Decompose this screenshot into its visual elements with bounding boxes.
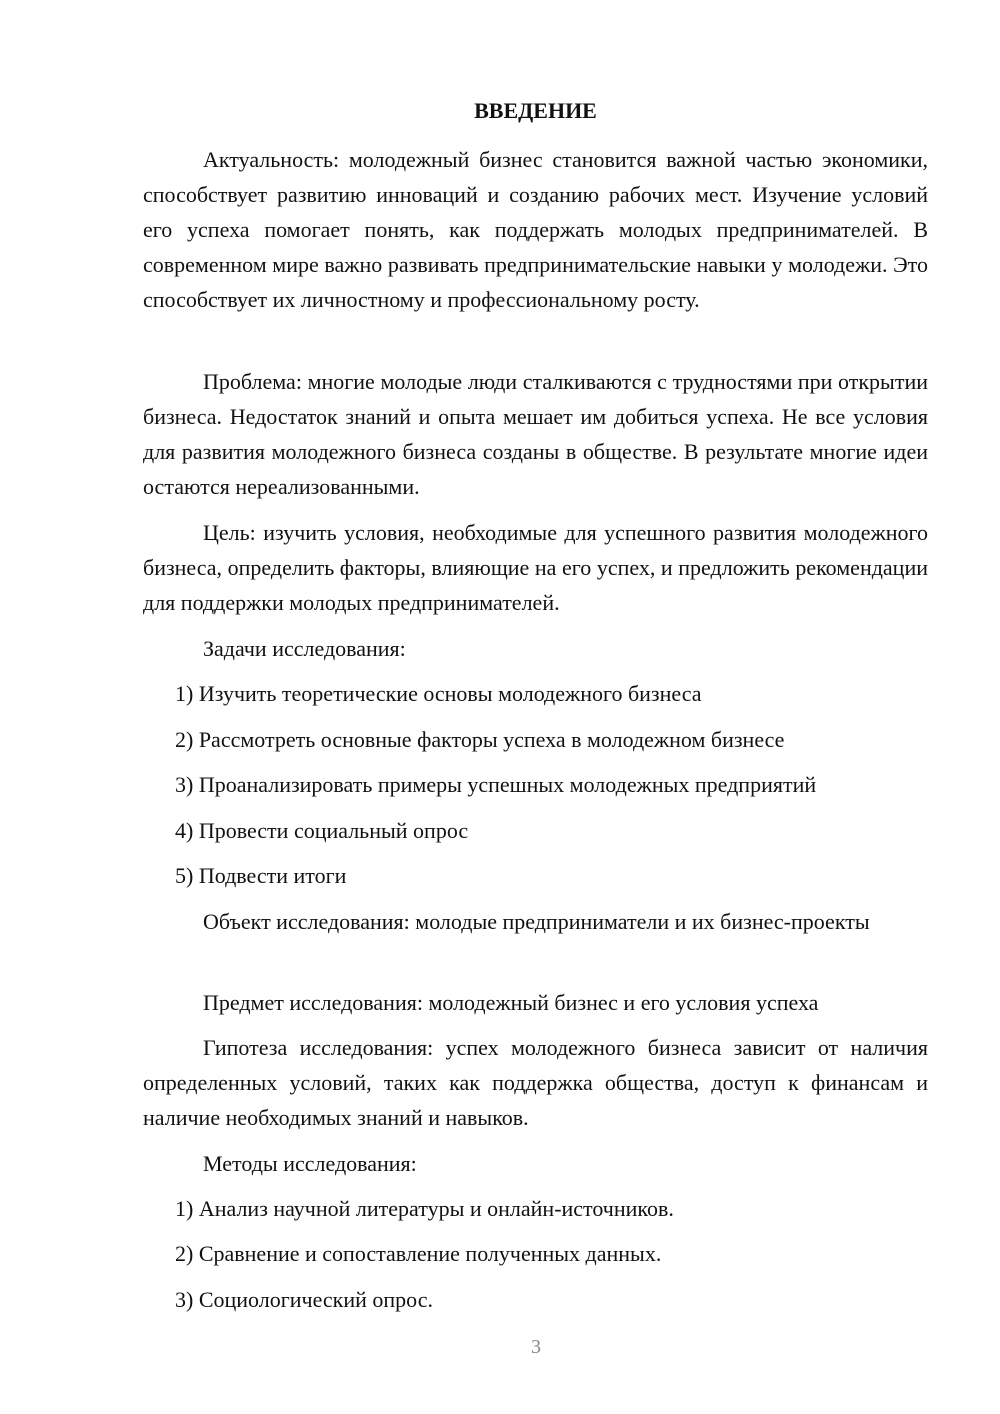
task-item-3: 3) Проанализировать примеры успешных молодежных предприятий — [175, 772, 817, 797]
task-item-4: 4) Провести социальный опрос — [175, 818, 469, 843]
paragraph-hypothesis: Гипотеза исследования: успех молодежного бизнеса зависит от наличия определенных условий, таких как поддержка общества, доступ к финансам и наличие необходимых знаний и навыков. — [143, 1035, 928, 1130]
method-item-1: 1) Анализ научной литературы и онлайн-источников. — [175, 1196, 674, 1221]
paragraph-problem: Проблема: многие молодые люди сталкиваются с трудностями при открытии бизнеса. Недостаток знаний и опыта мешает им добиться успеха. Не все условия для развития молодежного бизнеса созданы в обществе. В результате многие идеи остаются нереализованными. — [143, 369, 928, 499]
paragraph-object: Объект исследования: молодые предприниматели и их бизнес-проекты — [203, 909, 870, 934]
paragraph-relevance: Актуальность: молодежный бизнес становится важной частью экономики, способствует развитию инноваций и созданию рабочих мест. Изучение условий его успеха помогает понять, как поддержать молодых предпринимателей. В современном мире важно развивать предпринимательские навыки у молодежи. Это способствует их личностному и профессиональному росту. — [143, 147, 928, 312]
task-item-5: 5) Подвести итоги — [175, 863, 347, 888]
methods-heading: Методы исследования: — [203, 1151, 417, 1176]
task-item-2: 2) Рассмотреть основные факторы успеха в молодежном бизнесе — [175, 727, 785, 752]
page-number: 3 — [531, 1336, 541, 1358]
paragraph-subject: Предмет исследования: молодежный бизнес и его условия успеха — [203, 990, 819, 1015]
section-title: ВВЕДЕНИЕ — [474, 98, 597, 123]
method-item-3: 3) Социологический опрос. — [175, 1287, 433, 1312]
task-item-1: 1) Изучить теоретические основы молодежного бизнеса — [175, 681, 702, 706]
paragraph-goal: Цель: изучить условия, необходимые для успешного развития молодежного бизнеса, определить факторы, влияющие на его успех, и предложить рекомендации для поддержки молодых предпринимателей. — [143, 520, 928, 615]
method-item-2: 2) Сравнение и сопоставление полученных данных. — [175, 1241, 662, 1266]
tasks-heading: Задачи исследования: — [203, 636, 406, 661]
